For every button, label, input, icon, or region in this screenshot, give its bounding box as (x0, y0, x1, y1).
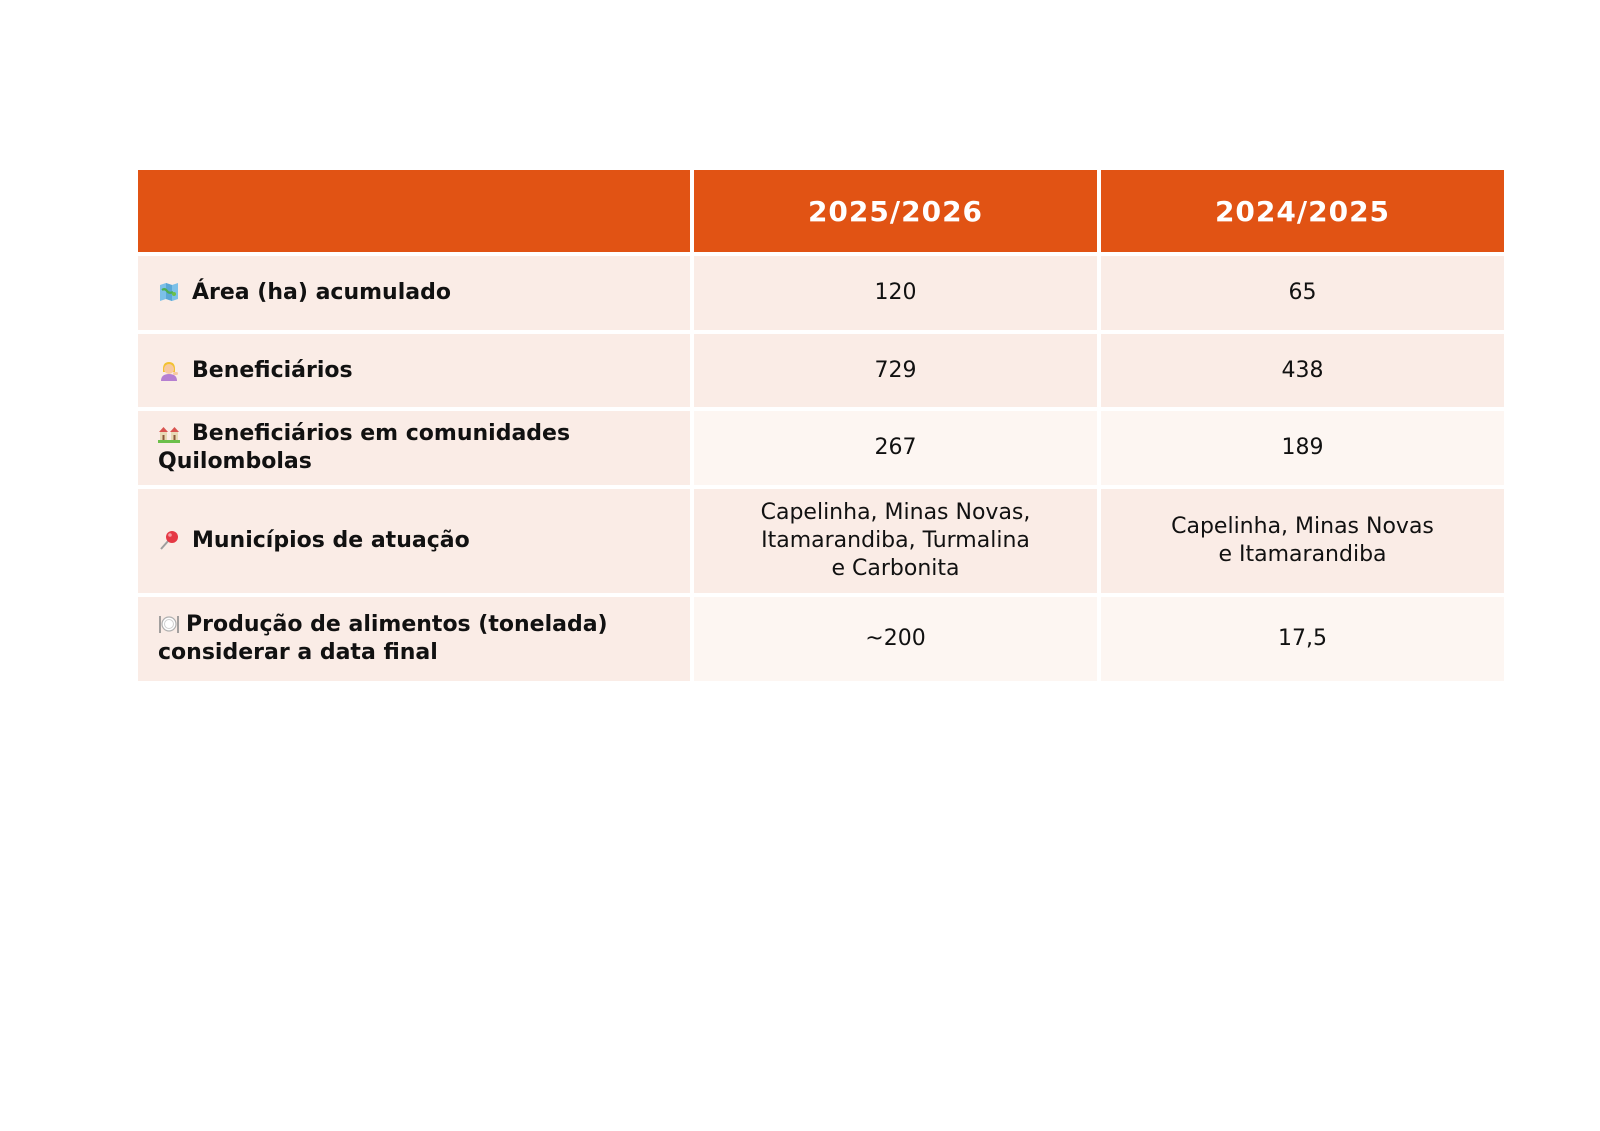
header-2025-2026: 2025/2026 (694, 170, 1097, 252)
row-label-text: Área (ha) acumulado (192, 280, 451, 305)
table-row-quilombolas (138, 411, 1504, 485)
row-label-text: Produção de alimentos (tonelada) considerar a data final (158, 612, 608, 665)
fork-knife-plate-icon (158, 613, 180, 635)
value-2024-municipios: Capelinha, Minas Novas e Itamarandiba (1101, 489, 1504, 593)
header-2024-2025: 2024/2025 (1101, 170, 1504, 252)
results-table (134, 166, 1508, 685)
value-2025-quilombolas: 267 (694, 411, 1097, 485)
row-label-area (138, 256, 690, 330)
map-icon (158, 281, 180, 303)
value-2025-municipios: Capelinha, Minas Novas, Itamarandiba, Turmalina e Carbonita (694, 489, 1097, 593)
houses-icon (158, 422, 180, 444)
row-label-text: Municípios de atuação (192, 528, 470, 553)
person-tipping-hand-icon (158, 359, 180, 381)
row-label-beneficiarios (138, 334, 690, 407)
table-row-municipios (138, 489, 1504, 593)
table-row-beneficiarios (138, 334, 1504, 407)
value-2024-beneficiarios: 438 (1101, 334, 1504, 407)
table-row-producao (138, 597, 1504, 681)
row-label-text: Beneficiários (192, 357, 353, 383)
value-2025-beneficiarios: 729 (694, 334, 1097, 407)
header-empty-cell (138, 170, 690, 252)
row-label-quilombolas (138, 411, 690, 485)
header-row (138, 170, 1504, 252)
value-2024-area: 65 (1101, 256, 1504, 330)
row-label-municipios (138, 489, 690, 593)
row-label-text: Beneficiários em comunidades Quilombolas (158, 421, 571, 474)
value-2024-quilombolas: 189 (1101, 411, 1504, 485)
value-2024-producao: 17,5 (1101, 597, 1504, 681)
value-2025-area: 120 (694, 256, 1097, 330)
row-label-producao (138, 597, 690, 681)
round-pushpin-icon (158, 529, 180, 551)
value-2025-producao: ~200 (694, 597, 1097, 681)
table-row-area (138, 256, 1504, 330)
